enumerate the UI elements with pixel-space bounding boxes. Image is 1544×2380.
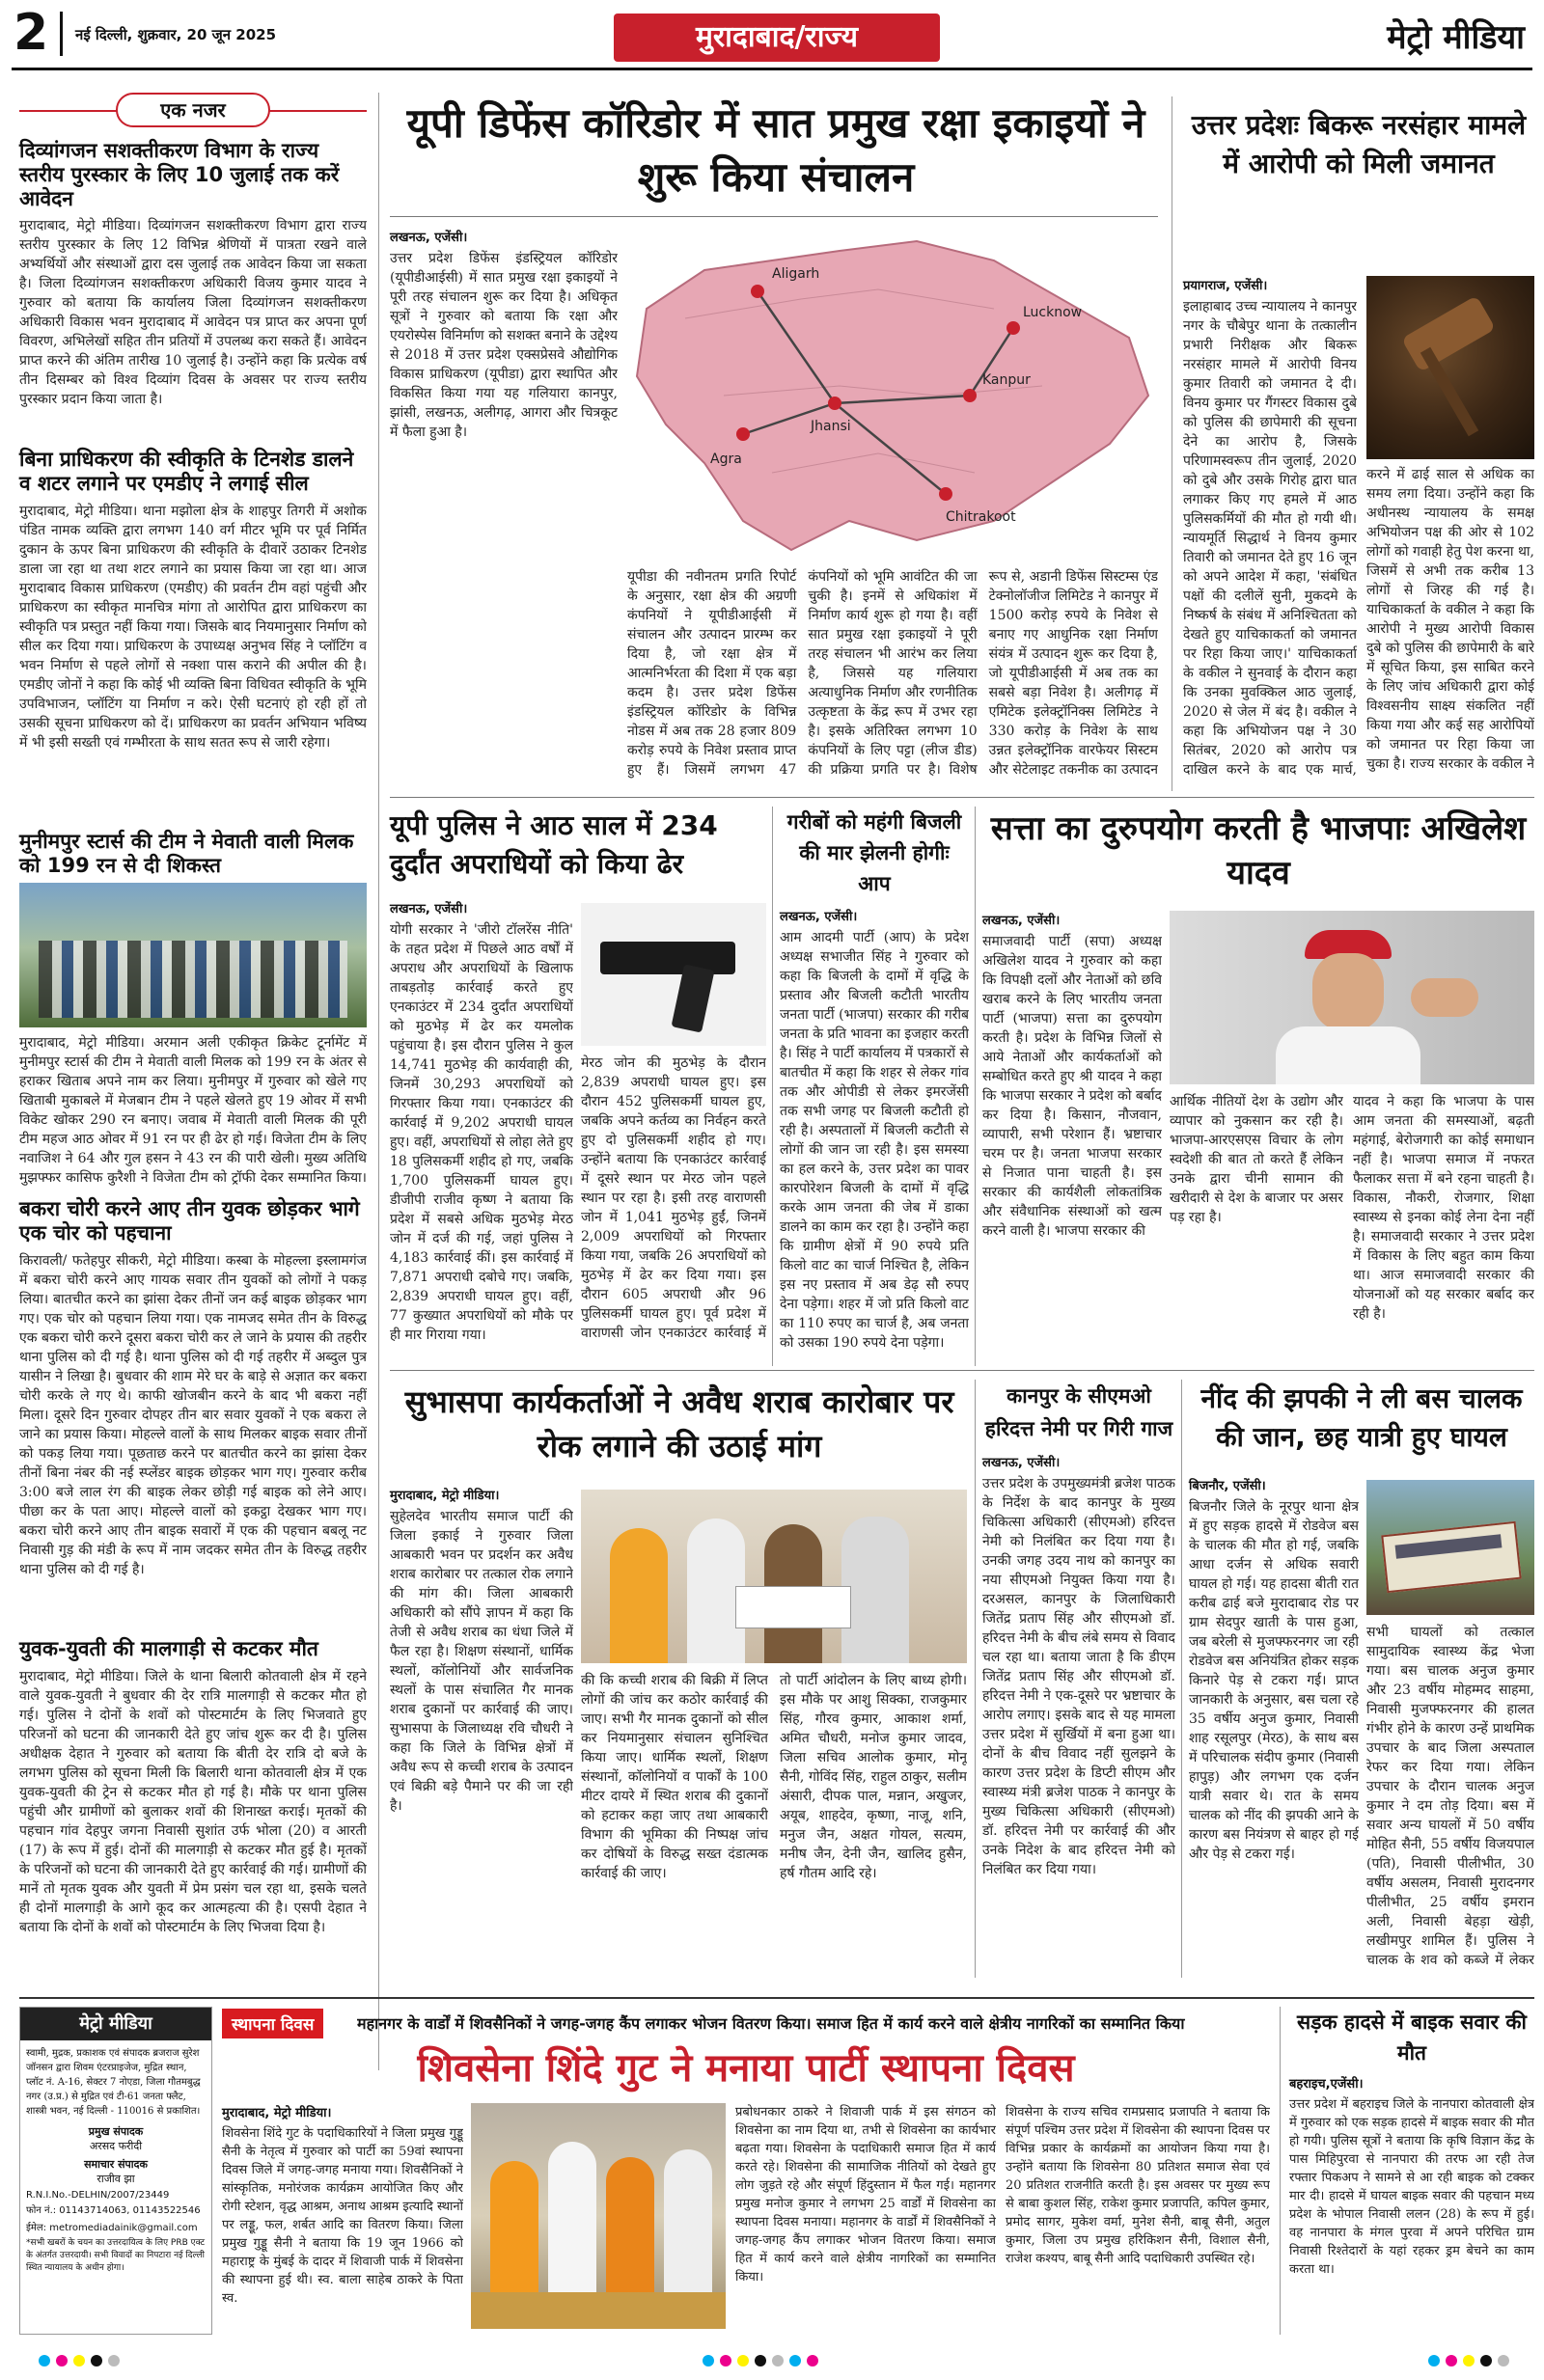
shivsena-kicker-text: महानगर के वार्डों में शिवसैनिकों ने जगह-जगह कैंप लगाकर भोजन वितरण किया। समाज हित में कार्य करने वाले क्षेत्रीय नागरिकों का सम्मानित किया [357, 2014, 1185, 2033]
bahraich-story [1289, 2007, 1534, 2335]
shivsena-body-3: शिवसेना के राज्य सचिव रामप्रसाद प्रजापति ने बताया कि संपूर्ण पश्चिम उत्तर प्रदेश में शिवसेना की स्थापना दिवस पर विभिन्न प्रकार के कार्यक्रमों का आयोजन किया गया है। उन्होंने बताया कि शिवसेना 80 प्रतिशत समाज सेवा एवं 20 प्रतिशत राजनीति करती है। इस अवसर पर मुख्य रूप से बाबा कुशल सिंह, राकेश कुमार प्रजापति, कपिल कुमार, प्रमोद सागर, मुकेश वर्मा, मुनेश सैनी, बाबू सैनी, अतुल कुमार, जिला उप प्रमुख हरिकिशन सैनी, विशाल सैनी, राजेश कश्यप, बाबू सैनी आदि पदाधिकारी उपस्थित रहे। [1006, 2105, 1270, 2266]
imprint-body: स्वामी, मुद्रक, प्रकाशक एवं संपादक ब्रजराज सुरेश जॉनसन द्वारा शिवम एंटरप्राइजेज, मुद्रित स्थान, प्लॉट नं. A-16, सेक्टर 7 नोएडा, जिला गौतमबुद्ध नगर (उ.प्र.) से मुद्रित एवं टी-61 जनता फ्लैट, शास्त्री भवन, नई दिल्ली - 110016 से प्रकाशित। [26, 2048, 201, 2117]
map-pin-chitrakoot [939, 487, 952, 501]
kanpur-body: उत्तर प्रदेश के उपमुख्यमंत्री ब्रजेश पाठक के निर्देश के बाद कानपुर के मुख्य चिकित्सा अधिकारी (सीएमओ) हरिदत्त नेमी को निलंबित कर दिया गया है। उनकी जगह उदय नाथ को कानपुर का नया सीएमओ नियुक्त किया गया है। दरअसल, कानपुर के जिलाधिकारी जितेंद्र प्रताप सिंह और सीएमओ डॉ. हरिदत्त नेमी के बीच लंबे समय से विवाद चल रहा था। बताया जाता है कि डीएम जितेंद्र प्रताप सिंह और सीएमओ डॉ. हरिदत्त नेमी ने एक-दूसरे पर भ्रष्टाचार के आरोप लगाए। इसके बाद से यह मामला उत्तर प्रदेश में सुर्खियों में बना हुआ था। दोनों के बीच विवाद नहीं सुलझने के कारण उत्तर प्रदेश के डिप्टी सीएम और स्वास्थ्य मंत्री ब्रजेश पाठक ने कानपुर के मुख्य चिकित्सा अधिकारी (सीएमओ) डॉ. हरिदत्त नेमी पर कार्रवाई की और उनके निदेश के बाद हरिदत्त नेमी को निलंबित कर दिया गया। [982, 1476, 1175, 1877]
police-headline: यूपी पुलिस ने आठ साल में 234 दुर्दांत अपराधियों को किया ढेर [390, 809, 718, 880]
page-number: 2 [14, 4, 49, 62]
map-label-jhansi: Jhansi [811, 419, 851, 434]
bijli-body: आम आदमी पार्टी (आप) के प्रदेश अध्यक्ष सभाजीत सिंह ने गुरुवार को कहा कि बिजली के दामों में वृद्धि के प्रस्ताव और बिजली कटौती भारतीय जनता पार्टी (भाजपा) सरकार की गरीब जनता के प्रति भावना का इजहार करती है। सिंह ने पार्टी कार्यालय में पत्रकारों से बातचीत में कहा कि शहर से लेकर गांव तक और ओपीडी से लेकर इमरजेंसी तक सभी जगह पर बिजली कटौती हो रही है। अस्पतालों में बिजली कटौती से लोगों की जान जा रही है। इस समस्या का हल करने के, उत्तर प्रदेश का पावर कारपोरेशन बिजली के दामों में वृद्धि करके आम जनता की जेब में डाका डालने का काम कर रहा है। उन्होंने कहा कि ग्रामीण क्षेत्रों में 90 रुपये प्रति किलो वाट का चार्ज निश्चित है, लेकिन इस नए प्रस्ताव में अब डेढ़ सौ रुपए देना पड़ेगा। शहर में जो प्रति किलो वाट का 110 रुपए का चार्ज है, अब जनता को उसका 190 रुपये देना पड़ेगा। [780, 930, 969, 1351]
map-label-agra: Agra [710, 451, 742, 467]
imprint-email: ईमेल: metromediadainik@gmail.com [26, 2223, 198, 2233]
bikru-body-1: इलाहाबाद उच्च न्यायालय ने कानपुर नगर के चौबेपुर थाना के तत्कालीन प्रभारी निरीक्षक और बिकरू नरसंहार मामले में आरोपी विनय कुमार तिवारी को जमानत दे दी। विनय कुमार पर गैंगस्टर विकास दुबे को पुलिस की छापेमारी की सूचना देने का आरोप है, जिसके परिणामस्वरूप तीन जुलाई, 2020 को दुबे और उसके गिरोह द्वारा घात लगाकर किए गए हमले में आठ पुलिसकर्मियों की मौत हो गयी थी। न्यायमूर्ति सिद्धार्थ ने विनय कुमार तिवारी को जमानत देते हुए 16 जून को अपने आदेश में कहा, 'संबंधित पक्षों की दलीलें सुनी, मुकदमे के निष्कर्ष के संबंध में अनिश्चितता को देखते हुए याचिकाकर्ता को जमानत पर रिहा किया जाए।' याचिकाकर्ता के वकील ने सुनवाई के दौरान कहा कि उनका मुवक्किल आठ जुलाई, 2020 से जेल में बंद है। वकील ने कहा कि अभियोजन पक्ष ने 30 सितंबर, 2020 को आरोप पत्र दाखिल करने के बाद एक मार्च, [1183, 299, 1357, 778]
ek-nazar-box [19, 93, 367, 131]
akhilesh-body-2: आर्थिक नीतियों देश के उद्योग और व्यापार को नुकसान कर रही है। भाजपा-आरएसएस विचार के लोग स्वदेशी की बात तो करते हैं लेकिन उनके द्वारा चीनी सामान की खरीदारी से देश के बाजार पर असर पड़ रहा है। [1170, 1094, 1343, 1225]
story-mda-title: बिना प्राधिकरण की स्वीकृति के टिनशेड डालने व शटर लगाने पर एमडीए ने लगाई सील [19, 448, 354, 496]
map-label-lucknow: Lucknow [1023, 305, 1083, 320]
ek-nazar-label: एक नजर [116, 93, 270, 127]
bahraich-byline: बहराइच,एजेंसी। [1289, 2077, 1364, 2092]
police-body-1: योगी सरकार ने 'जीरो टॉलरेंस नीति' के तहत प्रदेश में पिछले आठ वर्षों में अपराध और अपराधियों के खिलाफ ताबड़तोड़ कार्रवाई करते हुए एनकाउंटर में 234 दुर्दांत अपराधियों को मुठभेड़ में ढेर कर यमलोक पहुंचाया है। इस दौरान पुलिस ने कुल 14,741 मुठभेड़ की कार्यवाही की, जिनमें 30,293 अपराधियों को गिरफ्तार किया गया। एनकाउंटर की कार्रवाई में 9,202 अपराधी घायल हुए। वहीं, अपराधियों से लोहा लेते हुए 18 पुलिसकर्मी शहीद हो गए, जबकि 1,700 पुलिसकर्मी घायल हुए। डीजीपी राजीव कृष्ण ने बताया कि प्रदेश में सबसे अधिक मुठभेड़ मेरठ जोन में दर्ज की गई, जहां पुलिस ने 4,183 कार्रवाई कीं। इस कार्रवाई में 7,871 अपराधी दबोचे गए। जबकि, 2,839 अपराधी घायल हुए। वहीं, 77 कुख्यात अपराधियों को मौके पर ही मार गिराया गया। [390, 922, 573, 1343]
bus-story [1189, 1380, 1534, 1987]
subhaspa-story [390, 1380, 969, 1987]
story-mda-body: मुरादाबाद, मेट्रो मीडिया। थाना मझोला क्षेत्र के शाहपुर तिगरी में अशोक पंडित नामक व्यक्ति द्वारा लगभग 140 वर्ग मीटर भूमि पर पूर्व निर्मित दुकान के ऊपर बिना प्राधिकरण की स्वीकृति के दीवारें उठाकर टिनशेड डाला जा रहा था तथा शटर लगाने का प्रयास किया जा रहा था। आज मुरादाबाद विकास प्राधिकरण (एमडीए) की प्रवर्तन टीम वहां पहुंची और प्राधिकरण का स्वीकृत मानचित्र मांगा तो आरोपित द्वारा प्राधिकरण का स्वीकृति पत्र प्रस्तुत नहीं किया गया। जिसके बाद नियमानुसार निर्माण को सील कर दिया गया। प्राधिकरण के उपाध्यक्ष अनुभव सिंह ने प्लॉटिंग व भवन निर्माण से पहले लोगों से नक्शा पास कराने की अपील की है। एमडीए जोनों ने कहा कि कोई भी व्यक्ति बिना विधिवत स्वीकृति के भूमि उपविभाजन, प्लॉटिंग या निर्माण न करे। ऐसी घटनाएं हो रही हों तो उसकी सूचना प्राधिकरण को दें। प्राधिकरण का प्रवर्तन अभियान भविष्य में भी इसी सख्ती एवं गम्भीरता के साथ सतत रूप से जारी रहेगा। [19, 503, 367, 751]
bikru-body-2: करने में ढाई साल से अधिक का समय लगा दिया। उन्होंने कहा कि अधीनस्थ न्यायालय के समक्ष अभियोजन पक्ष की ओर से 102 लोगों को गवाही हेतु पेश करना था, जिसमें से अभी तक करीब 13 लोगों से जिरह की गई है। याचिकाकर्ता के वकील ने कहा कि आरोपी ने मुख्य आरोपी विकास दुबे को पुलिस की छापेमारी के बारे में सूचित किया, इस साबित करने के लिए जांच अधिकारी द्वारा कोई विश्वसनीय साक्ष्य संकलित नहीं किया गया और कई सह आरोपियों को जमानत पर रिहा किया जा चुका है। राज्य सरकार के वकील ने [1366, 467, 1534, 772]
lead-headline: यूपी डिफेंस कॉरिडोर में सात प्रमुख रक्षा इकाइयों ने शुरू किया संचालन [406, 99, 1145, 201]
lead-story [390, 96, 1162, 791]
akhilesh-body-3: यादव ने कहा कि भाजपा के पास आम जनता की समस्याओं, बढ़ती महंगाई, बेरोजगारी का कोई समाधान नहीं है। भाजपा समाज में नफरत फैलाकर सत्ता में बने रहना चाहती है। विकास, नौकरी, रोजगार, शिक्षा स्वास्थ्य से इनका कोई लेना देना नहीं है। समाजवादी सरकार ने उत्तर प्रदेश में विकास के लिए बहुत काम किया था। आज समाजवादी सरकार की योजनाओं को यह सरकार बर्बाद कर रही है। [1353, 1094, 1534, 1322]
pistol-photo [581, 903, 766, 1046]
bikru-byline: प्रयागराज, एजेंसी। [1183, 279, 1268, 293]
police-byline: लखनऊ, एजेंसी। [390, 902, 468, 916]
shivsena-body-1: शिवसेना शिंदे गुट के पदाधिकारियों ने जिला प्रमुख गुड्डू सैनी के नेतृत्व में गुरुवार को पार्टी का 59वां स्थापना दिवस जिले में जगह-जगह मनाया गया। शिवसैनिकों ने सांस्कृतिक, मनोरंजक कार्यक्रम आयोजित किए और रोगी स्टेशन, वृद्ध आश्रम, अनाथ आश्रम इत्यादि स्थानों पर लड्डू, फल, शर्बत आदि का वितरण किया। जिला प्रमुख गुड्डू सैनी ने बताया कि 19 जून 1966 को महाराष्ट्र के मुंबई के दादर में शिवाजी पार्क में शिवसेना की स्थापना हुई थी। स्व. बाला साहेब ठाकरे के पिता स्व. [222, 2126, 463, 2306]
bijli-byline: लखनऊ, एजेंसी। [780, 910, 858, 924]
subhaspa-headline: सुभासपा कार्यकर्ताओं ने अवैध शराब कारोबार पर रोक लगाने की उठाई मांग [404, 1383, 954, 1464]
imprint-news: राजीव झा [96, 2173, 135, 2185]
shivsena-kicker-row [222, 2007, 1270, 2041]
kanpur-byline: लखनऊ, एजेंसी। [982, 1456, 1061, 1470]
story-goat-title: बकरा चोरी करने आए तीन युवक छोड़कर भागे एक चोर को पहचाना [19, 1197, 360, 1245]
akhilesh-headline: सत्ता का दुरुपयोग करती है भाजपाः अखिलेश यादव [990, 809, 1527, 892]
police-story [390, 807, 766, 1366]
map-pin-jhansi [828, 397, 841, 410]
cricket-team-photo [19, 883, 367, 1027]
left-column [19, 93, 367, 2119]
subhaspa-body-1: सुहेलदेव भारतीय समाज पार्टी की जिला इकाई ने गुरुवार जिला आबकारी भवन पर प्रदर्शन कर अवैध शराब कारोबार पर तत्काल रोक लगाने की मांग की। जिला आबकारी अधिकारी को सौंपे ज्ञापन में कहा कि तेजी से अवैध शराब का धंधा जिले में फैल रहा है। शिक्षण संस्थानों, धार्मिक स्थलों, कॉलोनियों और सार्वजनिक स्थलों के पास संचालित गैर मानक शराब दुकानों पर कार्रवाई की जाए। सुभासपा के जिलाध्यक्ष रवि चौधरी ने कहा कि जिले के विभिन्न क्षेत्रों में अवैध रूप से कच्ची शराब के उत्पादन एवं बिक्री बड़े पैमाने पर की जा रही है। [390, 1509, 573, 1814]
bijli-story [780, 807, 969, 1366]
imprint-editor-label: प्रमुख संपादक [88, 2125, 144, 2138]
shivsena-headline: शिवसेना शिंदे गुट ने मनाया पार्टी स्थापना दिवस [417, 2046, 1075, 2091]
story-divyangjan-title: दिव्यांगजन सशक्तीकरण विभाग के राज्य स्तरीय पुरस्कार के लिए 10 जुलाई तक करें आवेदन [19, 139, 340, 210]
bus-accident-photo [1366, 1480, 1534, 1615]
shivsena-photo [471, 2103, 726, 2329]
imprint-phone: फोन नं.: 01143714063, 01143522546 [26, 2205, 201, 2216]
registration-dots-right [1428, 2352, 1515, 2370]
shivsena-byline: मुरादाबाद, मेट्रो मीडिया। [222, 2106, 332, 2120]
story-goat-body: किरावली/ फतेहपुर सीकरी, मेट्रो मीडिया। कस्बा के मोहल्ला इस्लामगंज में बकरा चोरी करने आए गायक सवार तीन युवकों को लोगों ने पकड़ लिया। बातचीत करने का झांसा देकर तीनों जन कई बाइक छोड़कर भाग गए। एक चोर को पहचान लिया गया। एक नामजद समेत तीन के विरुद्ध एक बकरा चोरी करने दूसरा बकरा चोरी कर ले जाने के प्रयास की तहरीर थाना पुलिस को दी गई है। थाना पुलिस को दी गई तहरीर में अब्दुल पुत्र यासीन ने लिखा है। बुधवार की शाम मेरे घर के बाड़े से अज्ञात कर बकरा चोरी करके ले गए थे। काफी खोजबीन करने के बाद भी बकरा नहीं मिला। दूसरे दिन गुरुवार दोपहर तीन बार सवार युवकों ने एक बकरा ले जाने का प्रयास किया। मोहल्ले वालों के साथ मिलकर बाइक सवार तीनों को पकड़ लिया गया। पूछताछ करने पर बातचीत करने का झांसा देकर तीनों बिना नंबर की नई स्प्लेंडर बाइक छोड़कर भाग गए। गुरुवार करीब 3:00 बजे लाल रंग की बाइक लेकर छोड़ी गई बाइक को लेने आए। पीछा कर के पता आए। मोहल्ले वालों को इकट्ठा देखकर भाग गए। बकरा चोरी करने आए तीन बाइक सवारों में एक की पहचान बबलू नट निवासी गुड़ की मंडी के रूप में नाम जदकर समेत तीन के विरुद्ध तहरीर थाना पुलिस को दी गई है। [19, 1252, 367, 1577]
bikru-headline: उत्तर प्रदेशः बिकरू नरसंहार मामले में आरोपी को मिली जमानत [1191, 109, 1527, 179]
imprint-editor: अरसद फरीदी [89, 2140, 143, 2152]
bus-body-1: बिजनौर जिले के नूरपुर थाना क्षेत्र में हुए सड़क हादसे में रोडवेज बस के चालक की मौत हो गई, जबकि आधा दर्जन से अधिक सवारी घायल हो गई। यह हादसा बीती रात करीब ढाई बजे मुरादाबाद रोड पर ग्राम सेदपुर खाती के पास हुआ, जब बरेली से मुजफ्फरनगर जा रही रोडवेज बस अनियंत्रित होकर सड़क किनारे पेड़ से टकरा गई। प्राप्त जानकारी के अनुसार, बस चला रहे 35 वर्षीय अनुज कुमार, निवासी शाह रसूलपुर (मेरठ), के साथ बस में परिचालक संदीप कुमार (निवासी हापुड़) और लगभग एक दर्जन यात्री सवार थे। रात के समय चालक को नींद की झपकी आने के कारण बस नियंत्रण से बाहर हो गई और पेड़ से टकरा गई। [1189, 1499, 1359, 1862]
up-map [627, 232, 1158, 560]
story-cricket-body: मुरादाबाद, मेट्रो मीडिया। अरमान अली एकीकृत क्रिकेट टूर्नामेंट में मुनीमपुर स्टार्स की टीम ने मेवाती वाली मिलक को 199 रन के अंतर से हराकर खिताब अपने नाम कर लिया। मुनीमपुर में गुरुवार को खेले गए खिताबी मुकाबले में मेजबान टीम ने पहले खेलते हुए 19 ओवर में सभी विकेट खोकर 290 रन बनाए। जवाब में मेवाती वाली मिलक की पूरी टीम महज आठ ओवर में 91 रन पर ही ढेर हो गई। विजेता टीम के लिए नवाजिश ने 64 और गुल हसन ने 43 रन की पारी खेली। मुख्य अतिथि मुझफ्फर कासिफ कुरैशी ने विजेता टीम को ट्रॉफी देकर सम्मानित किया। [19, 1035, 367, 1187]
imprint-rni: R.N.I.No.-DELHIN/2007/23449 [26, 2190, 170, 2201]
subhaspa-body-2: की कि कच्ची शराब की बिक्री में लिप्त लोगों की जांच कर कठोर कार्रवाई की जाए। सभी गैर मानक दुकानों को सील कर नियमानुसार संचालन सुनिश्चित किया जाए। धार्मिक स्थलों, शिक्षण संस्थानों, कॉलोनियों व पार्कों के 100 मीटर दायरे में स्थित शराब की दुकानों को हटाकर कहा जाए तथा आबकारी विभाग की भूमिका की निष्पक्ष जांच कर दोषियों के विरुद्ध सख्त दंडात्मक कार्रवाई की जाए। [581, 1673, 768, 1881]
lead-byline: लखनऊ, एजेंसी। [390, 231, 468, 245]
bahraich-headline: सड़क हादसे में बाइक सवार की मौत [1297, 2011, 1527, 2065]
brand-name: मेट्रो मीडिया [1387, 18, 1525, 57]
subhaspa-body-3: तो पार्टी आंदोलन के लिए बाध्य होगी। इस मौके पर आशु सिक्का, राजकुमार सिंह, गौरव कुमार, आकाश शर्मा, अमित चौधरी, मनोज कुमार जादव, जिला सचिव आलोक कुमार, मोनू सैनी, गोविंद सिंह, राहुल ठाकुर, सलीम अंसारी, दीपक पाल, मन्नान, अखुजर, अयूब, शाहदेव, कृष्णा, नाजू, शनि, मनुज जैन, अक्षत गोयल, सत्यम, मनीष जैन, देनी जैन, खालिद हुसैन, हर्ष गौतम आदि रहे। [780, 1673, 967, 1881]
akhilesh-photo [1170, 911, 1534, 1084]
shivsena-body-2: प्रबोधनकार ठाकरे ने शिवाजी पार्क में इस संगठन को शिवसेना का नाम दिया था, तभी से शिवसेना का कार्यभार बढ़ता गया। शिवसेना के पदाधिकारी समाज हित में कार्य करते रहे। शिवसेना की सामाजिक नीतियों को देखते हुए लोग जुड़ते रहे और संपूर्ण हिंदुस्तान में फैल गई। महानगर प्रमुख मनोज कुमार ने लगभग 25 वार्डों में शिवसेना का स्थापना दिवस मनाया। महानगर के वार्डों में शिवसैनिकों ने जगह-जगह कैंप लगाकर भोजन वितरण किया। समाज हित में कार्य करने वाले क्षेत्रीय नागरिकों का सम्मानित किया। [735, 2105, 996, 2284]
section-title: मुरादाबाद/राज्य [695, 20, 859, 54]
bahraich-body: उत्तर प्रदेश में बहराइच जिले के नानपारा कोतवाली क्षेत्र में गुरुवार को एक सड़क हादसे में बाइक सवार की मौत हो गयी। पुलिस सूत्रों ने बताया कि कृषि विज्ञान केंद्र के पास मिहिपुरवा से नानपारा की तरफ आ रही तेज रफ्तार पिकअप ने सामने से आ रही बाइक को टक्कर मार दी। हादसे में घायल बाइक सवार की पहचान मध्य प्रदेश के भोपाल निवासी ललन (28) के रूप में हुई। वह नानपारा के मंगल पुरवा में अपने परिचित ग्राम निवासी रिश्तेदारों के यहां रहकर ड्रम बेचने का काम करता था। [1289, 2097, 1534, 2277]
lead-body-1: उत्तर प्रदेश डिफेंस इंडस्ट्रियल कॉरिडोर (यूपीडीआईसी) में सात प्रमुख रक्षा इकाइयों ने पूरी तरह संचालन शुरू कर दिया है। अधिकृत सूत्रों ने गुरुवार को बताया कि रक्षा और एयरोस्पेस विनिर्माण को सशक्त बनाने के उद्देश्य से 2018 में उत्तर प्रदेश एक्सप्रेसवे औद्योगिक विकास प्राधिकरण (यूपीडा) द्वारा स्थापित और विकसित किया गया यह गलियारा कानपुर, झांसी, लखनऊ, अलीगढ़, आगरा और चित्रकूट में फैला हुआ है। [390, 251, 618, 440]
map-label-aligarh: Aligarh [772, 266, 820, 282]
akhilesh-byline: लखनऊ, एजेंसी। [982, 914, 1061, 928]
kanpur-headline: कानपुर के सीएमओ हरिदत्त नेमी पर गिरी गाज [984, 1384, 1173, 1440]
gavel-photo [1366, 276, 1534, 459]
map-pin-aligarh [751, 285, 764, 298]
akhilesh-body-1: समाजवादी पार्टी (सपा) अध्यक्ष अखिलेश यादव ने गुरुवार को कहा कि विपक्षी दलों और नेताओं को छवि खराब करने के लिए भारतीय जनता पार्टी (भाजपा) सत्ता का दुरुपयोग करती है। प्रदेश के विभिन्न जिलों से आये नेताओं और कार्यकर्ताओं को सम्बोधित करते हुए श्री यादव ने कहा कि भाजपा सरकार ने प्रदेश को बर्बाद कर दिया है। किसान, नौजवान, व्यापारी, सभी परेशान हैं। भ्रष्टाचार चरम पर है। जनता भाजपा सरकार से निजात पाना चाहती है। इस सरकार की कार्यशैली लोकतांत्रिक और संवैधानिक संस्थाओं को खत्म करने वाली है। भाजपा सरकार की [982, 934, 1162, 1239]
bijli-headline: गरीबों को महंगी बिजली की मार झेलनी होगीः आप [786, 810, 962, 895]
subhaspa-byline: मुरादाबाद, मेट्रो मीडिया। [390, 1489, 500, 1503]
bus-headline: नींद की झपकी ने ली बस चालक की जान, छह यात्री हुए घायल [1200, 1382, 1523, 1453]
issue-date: नई दिल्ली, शुक्रवार, 20 जून 2025 [75, 26, 277, 43]
imprint-title: मेट्रो मीडिया [20, 2008, 211, 2040]
subhaspa-photo [581, 1490, 967, 1663]
bus-byline: बिजनौर, एजेंसी। [1189, 1479, 1266, 1493]
imprint-box [19, 2007, 212, 2335]
bikru-story [1183, 106, 1534, 781]
police-body-2: मेरठ जोन की मुठभेड़ के दौरान 2,839 अपराधी घायल हुए। इस दौरान 452 पुलिसकर्मी घायल हुए, जबकि अपने कर्तव्य का निर्वहन करते हुए दो पुलिसकर्मी शहीद हो गए। उन्होंने बताया कि एनकाउंटर कार्रवाई में दूसरे स्थान पर मेरठ जोन पहले स्थान पर रहा है। इसी तरह वाराणसी जोन में 1,041 मुठभेड़ हुईं, जिनमें 2,009 अपराधियों को गिरफ्तार किया गया, जबकि 26 अपराधियों को मुठभेड़ में ढेर कर दिया गया। इस दौरान 605 अपराधी और 96 पुलिसकर्मी घायल हुए। पूर्व प्रदेश में वाराणसी जोन एनकाउंटर कार्रवाई में [581, 1055, 766, 1341]
story-divyangjan-body: मुरादाबाद, मेट्रो मीडिया। दिव्यांगजन सशक्तीकरण विभाग द्वारा राज्य स्तरीय पुरस्कार के लिए 12 विभिन्न श्रेणियों में पात्रता रखने वाले अभ्यर्थियों और संस्थाओं द्वारा दस जुलाई तक आवेदन किया जा सकता है। जिला दिव्यांगजन सशक्तीकरण अधिकारी विजय कुमार यादव ने गुरुवार को बताया कि कार्यालय जिला दिव्यांगजन सशक्तीकरण अधिकारी विकास भवन मुरादाबाद में आवेदन पत्र प्राप्त कर अपना पूर्ण विवरण, अभिलेखों सहित तीन प्रतियों में उपलब्ध करा सकते हैं। आवेदन प्राप्त करने की अंतिम तारीख 10 जुलाई है। उन्होंने कहा कि प्रत्येक वर्ष तीन दिसम्बर को विश्व दिव्यांग दिवस के अवसर पर राज्य स्तरीय पुरस्कार प्रदान किया जाता है। [19, 218, 367, 408]
kanpur-story [982, 1380, 1175, 1987]
map-pin-kanpur [963, 389, 977, 402]
map-label-chitrakoot: Chitrakoot [946, 509, 1016, 525]
lead-body-2: यूपीडा की नवीनतम प्रगति रिपोर्ट के अनुसार, रक्षा क्षेत्र की अग्रणी कंपनियों ने यूपीडीआईसी में संचालन और उत्पादन प्रारम्भ कर दिया है, जो रक्षा क्षेत्र में आत्मनिर्भरता की दिशा में एक बड़ा कदम है। उत्तर प्रदेश डिफेंस इंडस्ट्रियल कॉरिडोर के विभिन्न नोडस में अब तक 28 हजार 809 करोड़ रुपये के निवेश प्रस्ताव प्राप्त हुए हैं। जिसमें लगभग 47 कंपनियों को भूमि आवंटित की जा चुकी है। इनमें से अधिकांश में निर्माण कार्य शुरू हो गया है। वहीं सात प्रमुख रक्षा इकाइयों ने पूरी तरह संचालन भी आरंभ कर लिया है, जिससे यह गलियारा अत्याधुनिक निर्माण और रणनीतिक उत्कृष्टता के केंद्र रूप में उभर रहा है। इसके अतिरिक्त लगभग 10 कंपनियों के लिए पट्टा (लीज डीड) की प्रक्रिया प्रगति पर है। विशेष रूप से, अडानी डिफेंस सिस्टम्स एंड टेक्नोलॉजीज लिमिटेड ने कानपुर में 1500 करोड़ रुपये के निवेश से बनाए गए आधुनिक रक्षा निर्माण संयंत्र में उत्पादन शुरू कर दिया है, जो यूपीडीआईसी में अब तक का सबसे बड़ा निवेश है। अलीगढ़ में एमिटेक इलेक्ट्रॉनिक्स लिमिटेड ने 330 करोड़ के निवेश के साथ उन्नत इलेक्ट्रॉनिक वारफेयर सिस्टम और सेटेलाइट तकनीक का उत्पादन [627, 569, 1158, 778]
registration-dots-left [39, 2352, 125, 2370]
akhilesh-story [982, 807, 1534, 1366]
masthead [0, 0, 1544, 71]
story-cricket-title: मुनीमपुर स्टार्स की टीम ने मेवाती वाली मिलक को 199 रन से दी शिकस्त [19, 829, 354, 877]
map-pin-lucknow [1006, 321, 1020, 335]
bus-body-2: सभी घायलों को तत्काल सामुदायिक स्वास्थ्य केंद्र भेजा गया। बस चालक अनुज कुमार और 23 वर्षीय मोहम्मद साहमा, निवासी मुजफ्फरनगर की हालत गंभीर होने के कारण उन्हें प्राथमिक उपचार के बाद जिला अस्पताल रेफर कर दिया गया। लेकिन उपचार के दौरान चालक अनुज कुमार ने दम तोड़ दिया। बस में सवार अन्य घायलों में 50 वर्षीय मोहित सैनी, 55 वर्षीय विजयपाल (पति), निवासी पीलीभीत, 30 वर्षीय असलम, निवासी मुरादनगर पीलीभीत, 25 वर्षीय इमरान अली, निवासी बेहड़ा खेड़ी, लखीमपुर शामिल हैं। पुलिस ने चालक के शव को कब्जे में लेकर [1366, 1625, 1534, 1968]
section-banner [614, 14, 940, 62]
story-train-title: युवक-युवती की मालगाड़ी से कटकर मौत [19, 1636, 318, 1660]
map-pin-agra [736, 427, 750, 441]
map-label-kanpur: Kanpur [982, 372, 1031, 388]
story-train-body: मुरादाबाद, मेट्रो मीडिया। जिले के थाना बिलारी कोतवाली क्षेत्र में रहने वाले युवक-युवती ने बुधवार की देर रात्रि मालगाड़ी से कटकर मौत हो गई। पुलिस ने दोनों के शवों को पोस्टमार्टम के लिए भिजवाते हुए परिजनों को घटना की जानकारी देते हुए जांच शुरू कर दी है। पुलिस अधीक्षक देहात ने गुरुवार को बताया कि बीती देर रात्रि दो बजे के लगभग पुलिस को सूचना मिली कि बिलारी थाना कोतवाली क्षेत्र में एक युवक-युवती की ट्रेन से कटकर मौत हो गई है। मौके पर थाना पुलिस पहुंची और ग्रामीणों को बुलाकर शवों की शिनाख्त कराई। मृतकों की पहचान गांव देहपुर जगना निवासी सुशांत उर्फ भोला (20) व आरती (17) के रूप में हुई। दोनों की मालगाड़ी से कटकर मौत हुई है। मृतकों के परिजनों को घटना की जानकारी देते हुए कार्रवाई की गई। ग्रामीणों की मानें तो मृतक युवक और युवती में प्रेम प्रसंग चल रहा था, इसके चलते ही दोनों मालगाड़ी के आगे कूद कर आत्महत्या की है। एसपी देहात ने बताया कि दोनों के शवों को पोस्टमार्टम के लिए भिजवा दिया है। [19, 1668, 367, 1935]
registration-dots-center [703, 2352, 824, 2370]
imprint-news-label: समाचार संपादक [84, 2158, 148, 2171]
shivsena-kicker: स्थापना दिवस [222, 2009, 323, 2038]
shivsena-story [222, 2007, 1270, 2335]
imprint-note: *सभी खबरों के चयन का उत्तरदायित्व के लिए PRB एक्ट के अंतर्गत उत्तरदायी। सभी विवादों का निपटारा नई दिल्ली स्थित न्यायालय के अधीन होगा। [26, 2238, 206, 2273]
